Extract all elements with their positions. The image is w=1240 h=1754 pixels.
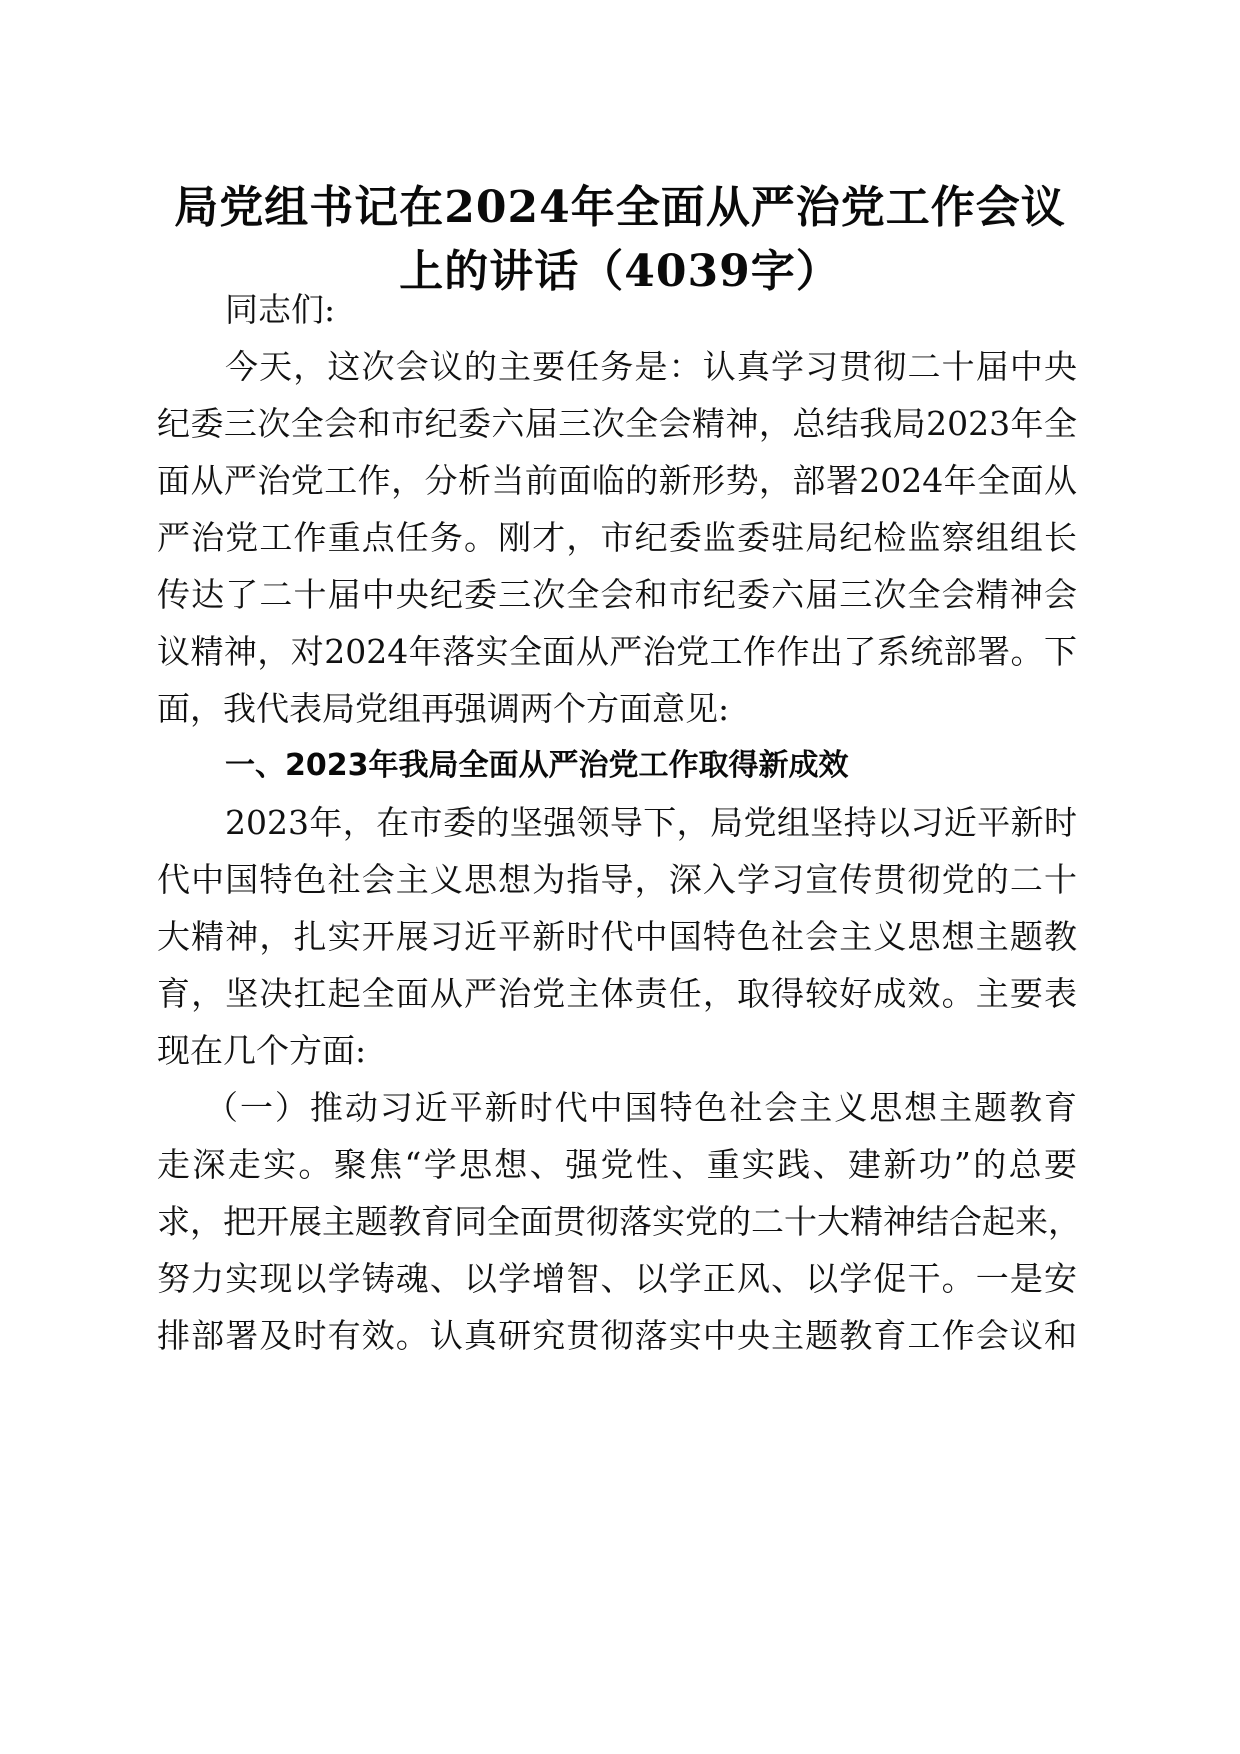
document-title-line-1: 局党组书记在2024年全面从严治党工作会议 (174, 182, 1066, 233)
para3-line-3: 求，把开展主题教育同全面贯彻落实党的二十大精神结合起来， (157, 1202, 1081, 1241)
para2-line-2: 代中国特色社会主义思想为指导，深入学习宣传贯彻党的二十 (157, 860, 1077, 899)
para2-line-3: 大精神，扎实开展习近平新时代中国特色社会主义思想主题教 (157, 917, 1077, 956)
document-title-line-2: 上的讲话（4039字） (399, 246, 841, 297)
para2-line-5: 现在几个方面: (157, 1031, 367, 1070)
para2-line-1: 2023年，在市委的坚强领导下，局党组坚持以习近平新时 (225, 803, 1077, 842)
salutation: 同志们: (225, 290, 336, 329)
para1-line-2: 纪委三次全会和市纪委六届三次全会精神，总结我局2023年全 (157, 404, 1077, 443)
para1-line-1: 今天，这次会议的主要任务是：认真学习贯彻二十届中央 (225, 347, 1077, 386)
para3-line-4: 努力实现以学铸魂、以学增智、以学正风、以学促干。一是安 (157, 1259, 1077, 1298)
para1-line-5: 传达了二十届中央纪委三次全会和市纪委六届三次全会精神会 (157, 575, 1077, 614)
para2-line-4: 育，坚决扛起全面从严治党主体责任，取得较好成效。主要表 (157, 974, 1077, 1013)
para1-line-4: 严治党工作重点任务。刚才，市纪委监委驻局纪检监察组组长 (157, 518, 1077, 557)
para1-line-3: 面从严治党工作，分析当前面临的新形势，部署2024年全面从 (157, 461, 1077, 500)
para3-line-1: （一）推动习近平新时代中国特色社会主义思想主题教育 (205, 1088, 1077, 1127)
para3-line-2: 走深走实。聚焦“学思想、强党性、重实践、建新功”的总要 (157, 1145, 1077, 1184)
section-1-heading: 一、2023年我局全面从严治党工作取得新成效 (225, 748, 849, 783)
para1-line-7: 面，我代表局党组再强调两个方面意见: (157, 689, 730, 728)
para3-line-5: 排部署及时有效。认真研究贯彻落实中央主题教育工作会议和 (157, 1316, 1077, 1355)
para1-line-6: 议精神，对2024年落实全面从严治党工作作出了系统部署。下 (157, 632, 1077, 671)
